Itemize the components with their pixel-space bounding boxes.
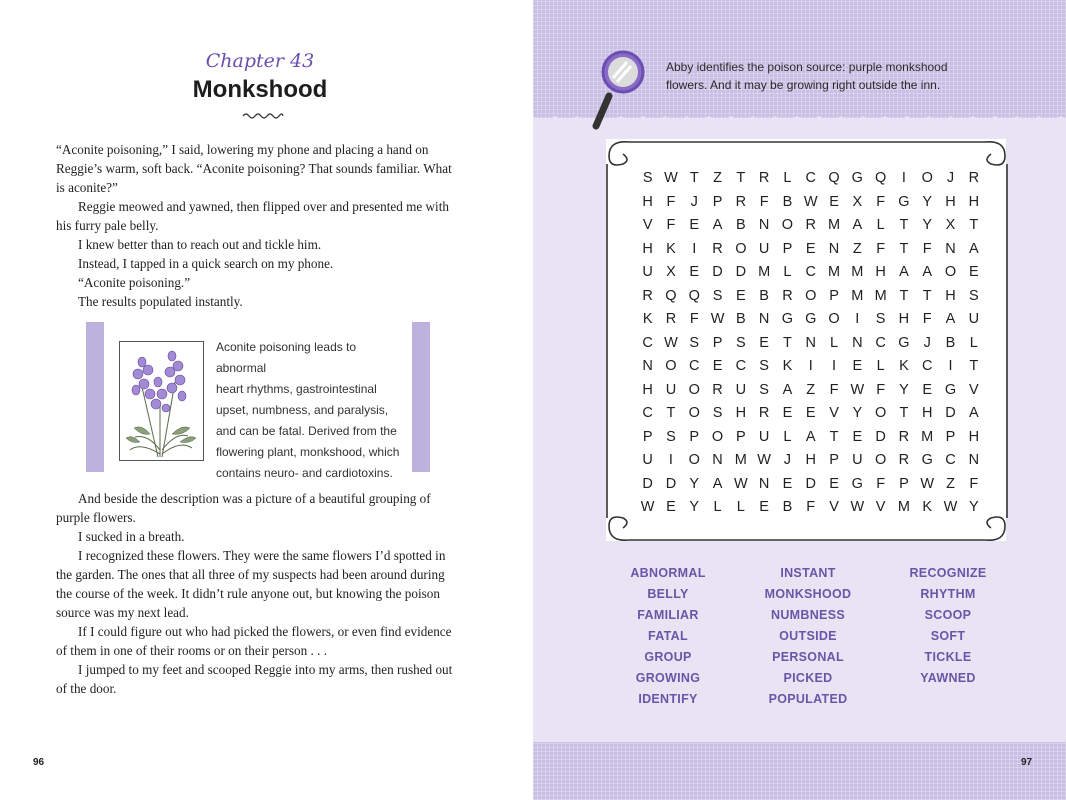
grid-letter[interactable]: R xyxy=(968,170,980,186)
grid-letter[interactable]: L xyxy=(783,170,792,186)
grid-letter[interactable]: F xyxy=(666,193,676,210)
grid-letter[interactable]: S xyxy=(736,334,746,351)
grid-letter[interactable]: V xyxy=(829,405,839,421)
grid-letter[interactable]: Y xyxy=(689,475,700,492)
grid-letter[interactable]: T xyxy=(899,287,909,304)
grid-letter[interactable]: U xyxy=(852,452,863,468)
grid-letter[interactable]: R xyxy=(642,287,653,304)
paragraph: I sucked in a breath. xyxy=(78,529,185,544)
word-list-item: BELLY xyxy=(647,587,689,601)
grid-letter[interactable]: M xyxy=(921,428,934,445)
grid-letter[interactable]: T xyxy=(689,170,699,186)
grid-letter[interactable]: N xyxy=(968,452,980,468)
right-page xyxy=(533,0,1066,800)
grid-letter[interactable]: O xyxy=(688,405,700,421)
grid-letter[interactable]: T xyxy=(969,217,979,233)
grid-letter[interactable]: E xyxy=(759,499,769,515)
grid-letter[interactable]: B xyxy=(736,217,746,233)
grid-letter[interactable]: P xyxy=(829,452,839,468)
callout-text xyxy=(216,337,406,484)
grid-letter[interactable]: P xyxy=(945,428,956,445)
grid-letter[interactable]: Z xyxy=(806,381,816,398)
grid-letter[interactable]: A xyxy=(782,381,793,398)
callout-line: contains neuro- and cardiotoxins. xyxy=(216,466,393,480)
grid-letter[interactable]: W xyxy=(850,381,865,398)
grid-letter[interactable]: O xyxy=(688,452,700,468)
grid-letter[interactable]: E xyxy=(782,405,793,421)
grid-letter[interactable]: T xyxy=(666,405,676,421)
grid-letter[interactable]: A xyxy=(805,428,816,445)
grid-letter[interactable]: C xyxy=(642,405,653,421)
page-number-right: 97 xyxy=(1021,757,1033,768)
callout-bar-left xyxy=(86,322,104,472)
grid-letter[interactable]: E xyxy=(805,240,816,257)
grid-letter[interactable]: P xyxy=(782,240,793,257)
grid-letter[interactable]: M xyxy=(851,264,864,280)
grid-letter[interactable]: M xyxy=(827,217,841,233)
chapter-title: Monkshood xyxy=(192,76,328,103)
grid-letter[interactable]: I xyxy=(808,358,813,374)
grid-letter[interactable]: R xyxy=(805,217,816,233)
grid-letter[interactable]: O xyxy=(874,405,887,421)
grid-letter[interactable]: C xyxy=(642,334,653,351)
grid-letter[interactable]: I xyxy=(948,358,953,374)
word-list-item: OUTSIDE xyxy=(779,629,837,643)
grid-letter[interactable]: M xyxy=(851,287,864,304)
callout-line: and can be fatal. Derived from the xyxy=(216,424,397,438)
grid-letter[interactable]: B xyxy=(945,334,956,351)
grid-letter[interactable]: N xyxy=(805,334,816,351)
grid-letter[interactable]: N xyxy=(758,475,770,492)
grid-letter[interactable]: C xyxy=(921,358,933,374)
callout-bar-right xyxy=(412,322,430,472)
grid-letter[interactable]: G xyxy=(944,381,957,398)
paragraph: Reggie meowed and yawned, then flipped over and presented me with his furry pale belly. xyxy=(56,199,449,233)
word-list-item: GROUP xyxy=(644,650,692,664)
grid-letter[interactable]: L xyxy=(783,428,792,445)
grid-letter[interactable]: E xyxy=(852,358,863,374)
grid-letter[interactable]: H xyxy=(735,405,747,421)
grid-letter[interactable]: A xyxy=(852,217,863,233)
grid-letter[interactable]: B xyxy=(782,499,793,515)
magnifying-glass-icon xyxy=(591,48,661,133)
grid-letter[interactable]: B xyxy=(782,193,793,210)
grid-letter[interactable]: T xyxy=(829,428,839,445)
grid-letter[interactable]: C xyxy=(805,264,816,280)
monkshood-flower-illustration xyxy=(119,341,204,461)
grid-letter[interactable]: M xyxy=(897,499,910,515)
grid-letter[interactable]: S xyxy=(968,287,979,304)
grid-letter[interactable]: C xyxy=(689,358,700,374)
word-list-item: SCOOP xyxy=(924,608,972,622)
grid-letter[interactable]: O xyxy=(828,311,840,327)
grid-letter[interactable]: P xyxy=(642,428,653,445)
grid-letter[interactable]: F xyxy=(829,381,839,398)
grid-letter[interactable]: U xyxy=(735,381,747,398)
grid-letter[interactable]: O xyxy=(735,240,747,257)
grid-letter[interactable]: R xyxy=(758,405,770,421)
grid-letter[interactable]: R xyxy=(665,311,677,327)
page-number-left: 96 xyxy=(33,757,45,768)
word-list-item: RHYTHM xyxy=(920,587,976,601)
grid-letter[interactable]: Y xyxy=(922,193,933,210)
grid-letter[interactable]: U xyxy=(642,264,653,280)
grid-letter[interactable]: R xyxy=(898,452,910,468)
grid-letter[interactable]: J xyxy=(923,334,931,351)
grid-letter[interactable]: T xyxy=(899,405,909,421)
grid-letter[interactable]: E xyxy=(782,475,793,492)
grid-letter[interactable]: S xyxy=(759,381,769,398)
grid-letter[interactable]: N xyxy=(758,311,770,327)
grid-letter[interactable]: Y xyxy=(689,499,700,515)
grid-letter[interactable]: S xyxy=(712,405,723,421)
grid-letter[interactable]: F xyxy=(666,217,676,233)
grid-letter[interactable]: W xyxy=(803,193,818,210)
chapter-label: Chapter 43 xyxy=(205,50,315,72)
grid-letter[interactable]: E xyxy=(712,358,723,374)
grid-letter[interactable]: U xyxy=(642,452,653,468)
grid-letter[interactable]: M xyxy=(827,264,841,280)
grid-letter[interactable]: C xyxy=(735,358,747,374)
word-list-item: FAMILIAR xyxy=(637,608,699,622)
callout-line: Aconite poisoning leads to abnormal xyxy=(216,340,357,375)
paragraph: The results populated instantly. xyxy=(78,294,243,309)
grid-letter[interactable]: I xyxy=(855,311,860,327)
grid-letter[interactable]: N xyxy=(642,358,653,374)
grid-letter[interactable]: D xyxy=(805,475,816,492)
word-list-column-3 xyxy=(873,563,1023,689)
grid-letter[interactable]: V xyxy=(829,499,839,515)
grid-letter[interactable]: X xyxy=(945,217,956,233)
grid-letter[interactable]: H xyxy=(898,311,910,327)
grid-letter[interactable]: G xyxy=(805,311,817,327)
grid-letter[interactable]: K xyxy=(666,240,676,257)
grid-letter[interactable]: H xyxy=(968,193,980,210)
grid-letter[interactable]: S xyxy=(642,170,653,186)
paragraph: Instead, I tapped in a quick search on my phone. xyxy=(78,256,334,271)
grid-letter[interactable]: N xyxy=(828,240,840,257)
grid-letter[interactable]: L xyxy=(876,358,885,374)
grid-letter[interactable]: O xyxy=(665,358,677,374)
grid-letter[interactable]: H xyxy=(945,287,956,304)
grid-letter[interactable]: C xyxy=(805,170,816,186)
grid-letter[interactable]: W xyxy=(664,334,678,351)
callout-line: upset, numbness, and paralysis, xyxy=(216,403,389,417)
grid-letter[interactable]: B xyxy=(736,311,746,327)
paragraph: I knew better than to reach out and tickle him. xyxy=(78,237,322,252)
grid-letter[interactable]: R xyxy=(712,381,723,398)
grid-letter[interactable]: L xyxy=(829,334,839,351)
grid-letter[interactable]: F xyxy=(689,311,699,327)
grid-letter[interactable]: A xyxy=(712,475,723,492)
word-list-column-1 xyxy=(593,563,743,710)
grid-letter[interactable]: P xyxy=(736,428,746,445)
grid-letter[interactable]: U xyxy=(758,428,770,445)
grid-letter[interactable]: P xyxy=(689,428,700,445)
grid-letter[interactable]: Y xyxy=(922,217,933,233)
callout-line: flowering plant, monkshood, which xyxy=(216,445,400,459)
grid-letter[interactable]: S xyxy=(875,311,886,327)
grid-letter[interactable]: A xyxy=(968,405,979,421)
grid-letter[interactable]: P xyxy=(899,475,909,492)
grid-letter[interactable]: K xyxy=(922,499,933,515)
grid-letter[interactable]: M xyxy=(758,264,771,280)
grid-letter[interactable]: F xyxy=(876,381,886,398)
word-list-item: RECOGNIZE xyxy=(909,566,987,580)
grid-letter[interactable]: E xyxy=(852,428,863,445)
grid-letter[interactable]: T xyxy=(899,217,909,233)
grid-letter[interactable]: I xyxy=(832,358,837,374)
grid-letter[interactable]: A xyxy=(899,264,909,280)
grid-letter[interactable]: K xyxy=(899,358,909,374)
grid-letter[interactable]: O xyxy=(781,217,794,233)
word-list-column-2 xyxy=(733,563,883,710)
grid-letter[interactable]: F xyxy=(876,475,886,492)
grid-letter[interactable]: I xyxy=(668,452,673,468)
grid-letter[interactable]: V xyxy=(642,217,653,233)
grid-letter[interactable]: G xyxy=(898,193,910,210)
grid-letter[interactable]: P xyxy=(712,193,723,210)
bottom-wave xyxy=(533,734,1066,750)
grid-letter[interactable]: F xyxy=(759,193,769,210)
grid-letter[interactable]: O xyxy=(874,452,887,468)
grid-letter[interactable]: E xyxy=(922,381,933,398)
grid-letter[interactable]: A xyxy=(968,240,979,257)
grid-letter[interactable]: D xyxy=(665,475,677,492)
grid-letter[interactable]: S xyxy=(759,358,769,374)
grid-letter[interactable]: O xyxy=(711,428,724,445)
grid-letter[interactable]: O xyxy=(921,170,933,186)
grid-letter[interactable]: F xyxy=(876,240,886,257)
word-list-item: POPULATED xyxy=(768,692,848,706)
grid-letter[interactable]: F xyxy=(922,240,932,257)
word-search-grid xyxy=(636,167,985,520)
grid-letter[interactable]: I xyxy=(692,240,697,257)
grid-letter[interactable]: J xyxy=(690,193,698,210)
grid-letter[interactable]: G xyxy=(921,452,933,468)
grid-letter[interactable]: F xyxy=(876,193,886,210)
grid-letter[interactable]: X xyxy=(852,193,863,210)
paragraph: “Aconite poisoning,” I said, lowering my phone and placing a hand on Reggie’s warm, soft back. “Aconite poisoning? That sounds familiar. What is aconite?” xyxy=(56,142,452,195)
grid-letter[interactable]: T xyxy=(969,358,979,374)
grid-letter[interactable]: X xyxy=(666,264,676,280)
grid-letter[interactable]: Z xyxy=(852,240,862,257)
grid-letter[interactable]: E xyxy=(805,405,816,421)
grid-letter[interactable]: M xyxy=(874,287,887,304)
grid-letter[interactable]: H xyxy=(642,193,653,210)
grid-letter[interactable]: G xyxy=(851,475,863,492)
grid-letter[interactable]: Y xyxy=(968,499,979,515)
squiggle-divider xyxy=(242,112,284,120)
grid-letter[interactable]: W xyxy=(664,170,678,186)
grid-letter[interactable]: D xyxy=(875,428,886,445)
word-list-item: MONKSHOOD xyxy=(764,587,852,601)
word-list-item: PERSONAL xyxy=(772,650,844,664)
word-list-item: PICKED xyxy=(783,671,833,685)
grid-letter[interactable]: I xyxy=(901,170,906,186)
grid-letter[interactable]: N xyxy=(852,334,863,351)
grid-letter[interactable]: G xyxy=(898,334,910,351)
grid-letter[interactable]: R xyxy=(898,428,910,445)
grid-letter[interactable]: R xyxy=(712,240,723,257)
grid-letter[interactable]: V xyxy=(875,499,886,515)
grid-letter[interactable]: W xyxy=(640,499,655,515)
grid-letter[interactable]: L xyxy=(783,264,792,280)
grid-letter[interactable]: Q xyxy=(828,170,840,186)
grid-letter[interactable]: T xyxy=(899,240,909,257)
grid-letter[interactable]: U xyxy=(968,311,980,327)
word-list-item: IDENTIFY xyxy=(638,692,698,706)
body-text-bottom xyxy=(56,489,461,698)
grid-letter[interactable]: F xyxy=(922,311,932,327)
grid-letter[interactable]: E xyxy=(829,193,839,210)
grid-letter[interactable]: A xyxy=(922,264,933,280)
grid-letter[interactable]: F xyxy=(969,475,979,492)
callout-line: heart rhythms, gastrointestinal xyxy=(216,382,377,396)
grid-letter[interactable]: E xyxy=(759,334,769,351)
grid-letter[interactable]: W xyxy=(733,475,748,492)
word-list-item: SOFT xyxy=(930,629,966,643)
grid-letter[interactable]: L xyxy=(713,499,722,515)
grid-letter[interactable]: R xyxy=(735,193,747,210)
grid-letter[interactable]: D xyxy=(735,264,747,280)
grid-letter[interactable]: F xyxy=(806,499,816,515)
grid-letter[interactable]: G xyxy=(851,170,863,186)
grid-letter[interactable]: H xyxy=(875,264,886,280)
grid-letter[interactable]: J xyxy=(783,452,792,468)
grid-letter[interactable]: D xyxy=(712,264,723,280)
word-list-item: TICKLE xyxy=(924,650,972,664)
word-list-item: FATAL xyxy=(648,629,688,643)
paragraph: If I could figure out who had picked the flowers, or even find evidence of them in one of their rooms or on their person . . . xyxy=(56,624,452,658)
paragraph: “Aconite poisoning.” xyxy=(78,275,191,290)
grid-letter[interactable]: A xyxy=(945,311,956,327)
grid-letter[interactable]: O xyxy=(688,381,700,398)
grid-letter[interactable]: U xyxy=(758,240,770,257)
grid-letter[interactable]: Q xyxy=(688,287,700,304)
grid-letter[interactable]: N xyxy=(758,217,770,233)
body-text-top xyxy=(56,140,461,311)
grid-letter[interactable]: Y xyxy=(899,381,909,398)
grid-letter[interactable]: Z xyxy=(946,475,955,492)
grid-letter[interactable]: E xyxy=(968,264,979,280)
grid-letter[interactable]: H xyxy=(968,428,980,445)
grid-letter[interactable]: P xyxy=(712,334,723,351)
grid-letter[interactable]: L xyxy=(876,217,885,233)
grid-letter[interactable]: D xyxy=(642,475,653,492)
grid-letter[interactable]: W xyxy=(850,499,865,515)
grid-letter[interactable]: W xyxy=(710,311,725,327)
paragraph: And beside the description was a picture of a beautiful grouping of purple flowers. xyxy=(56,491,431,525)
paragraph: I recognized these flowers. They were the same flowers I’d spotted in the garden. The ones that all three of my suspects had been around during the course of the week. It didn’t rule anyone out, but knowing the poison source was my next lead. xyxy=(56,548,446,620)
grid-letter[interactable]: R xyxy=(758,170,770,186)
grid-letter[interactable]: Q xyxy=(665,287,677,304)
grid-letter[interactable]: S xyxy=(666,428,676,445)
paragraph: I jumped to my feet and scooped Reggie into my arms, then rushed out of the door. xyxy=(56,662,453,696)
word-list-item: INSTANT xyxy=(780,566,836,580)
grid-letter[interactable]: O xyxy=(805,287,817,304)
bottom-band xyxy=(533,742,1066,800)
grid-letter[interactable]: E xyxy=(689,264,700,280)
grid-letter[interactable]: H xyxy=(945,193,956,210)
grid-letter[interactable]: E xyxy=(736,287,746,304)
grid-letter[interactable]: H xyxy=(921,405,933,421)
grid-letter[interactable]: Z xyxy=(713,170,722,186)
grid-letter[interactable]: G xyxy=(781,311,794,327)
grid-letter[interactable]: K xyxy=(642,311,653,327)
grid-letter[interactable]: T xyxy=(922,287,932,304)
grid-letter[interactable]: W xyxy=(943,499,958,515)
grid-letter[interactable]: N xyxy=(945,240,956,257)
grid-letter[interactable]: Q xyxy=(874,170,887,186)
word-list-item: ABNORMAL xyxy=(630,566,706,580)
grid-letter[interactable]: K xyxy=(782,358,793,374)
grid-letter[interactable]: L xyxy=(736,499,745,515)
grid-letter[interactable]: J xyxy=(946,170,955,186)
grid-letter[interactable]: R xyxy=(782,287,793,304)
grid-letter[interactable]: E xyxy=(666,499,676,515)
grid-letter[interactable]: U xyxy=(665,381,677,398)
grid-letter[interactable]: D xyxy=(945,405,956,421)
grid-letter[interactable]: T xyxy=(783,334,792,351)
grid-letter[interactable]: W xyxy=(920,475,935,492)
word-list-item: GROWING xyxy=(635,671,701,685)
grid-letter[interactable]: W xyxy=(757,452,771,468)
grid-letter[interactable]: T xyxy=(736,170,746,186)
grid-letter[interactable]: C xyxy=(945,452,956,468)
grid-letter[interactable]: E xyxy=(829,475,839,492)
grid-letter[interactable]: S xyxy=(689,334,700,351)
grid-letter[interactable]: S xyxy=(712,287,723,304)
grid-letter[interactable]: O xyxy=(944,264,957,280)
word-list-item: YAWNED xyxy=(920,671,976,685)
clue-text: Abby identifies the poison source: purple monkshood flowers. And it may be growing right outside the inn. xyxy=(666,60,948,92)
grid-letter[interactable]: V xyxy=(968,381,979,398)
grid-letter[interactable]: H xyxy=(642,381,653,398)
grid-letter[interactable]: C xyxy=(875,334,886,351)
grid-letter[interactable]: A xyxy=(712,217,723,233)
grid-letter[interactable]: P xyxy=(829,287,839,304)
grid-letter[interactable]: E xyxy=(689,217,700,233)
grid-letter[interactable]: B xyxy=(759,287,769,304)
grid-letter[interactable]: Y xyxy=(852,405,863,421)
grid-letter[interactable]: L xyxy=(969,334,978,351)
grid-letter[interactable]: H xyxy=(805,452,816,468)
word-list-item: NUMBNESS xyxy=(771,608,845,622)
grid-letter[interactable]: H xyxy=(642,240,653,257)
grid-letter[interactable]: M xyxy=(734,452,747,468)
grid-letter[interactable]: N xyxy=(712,452,723,468)
